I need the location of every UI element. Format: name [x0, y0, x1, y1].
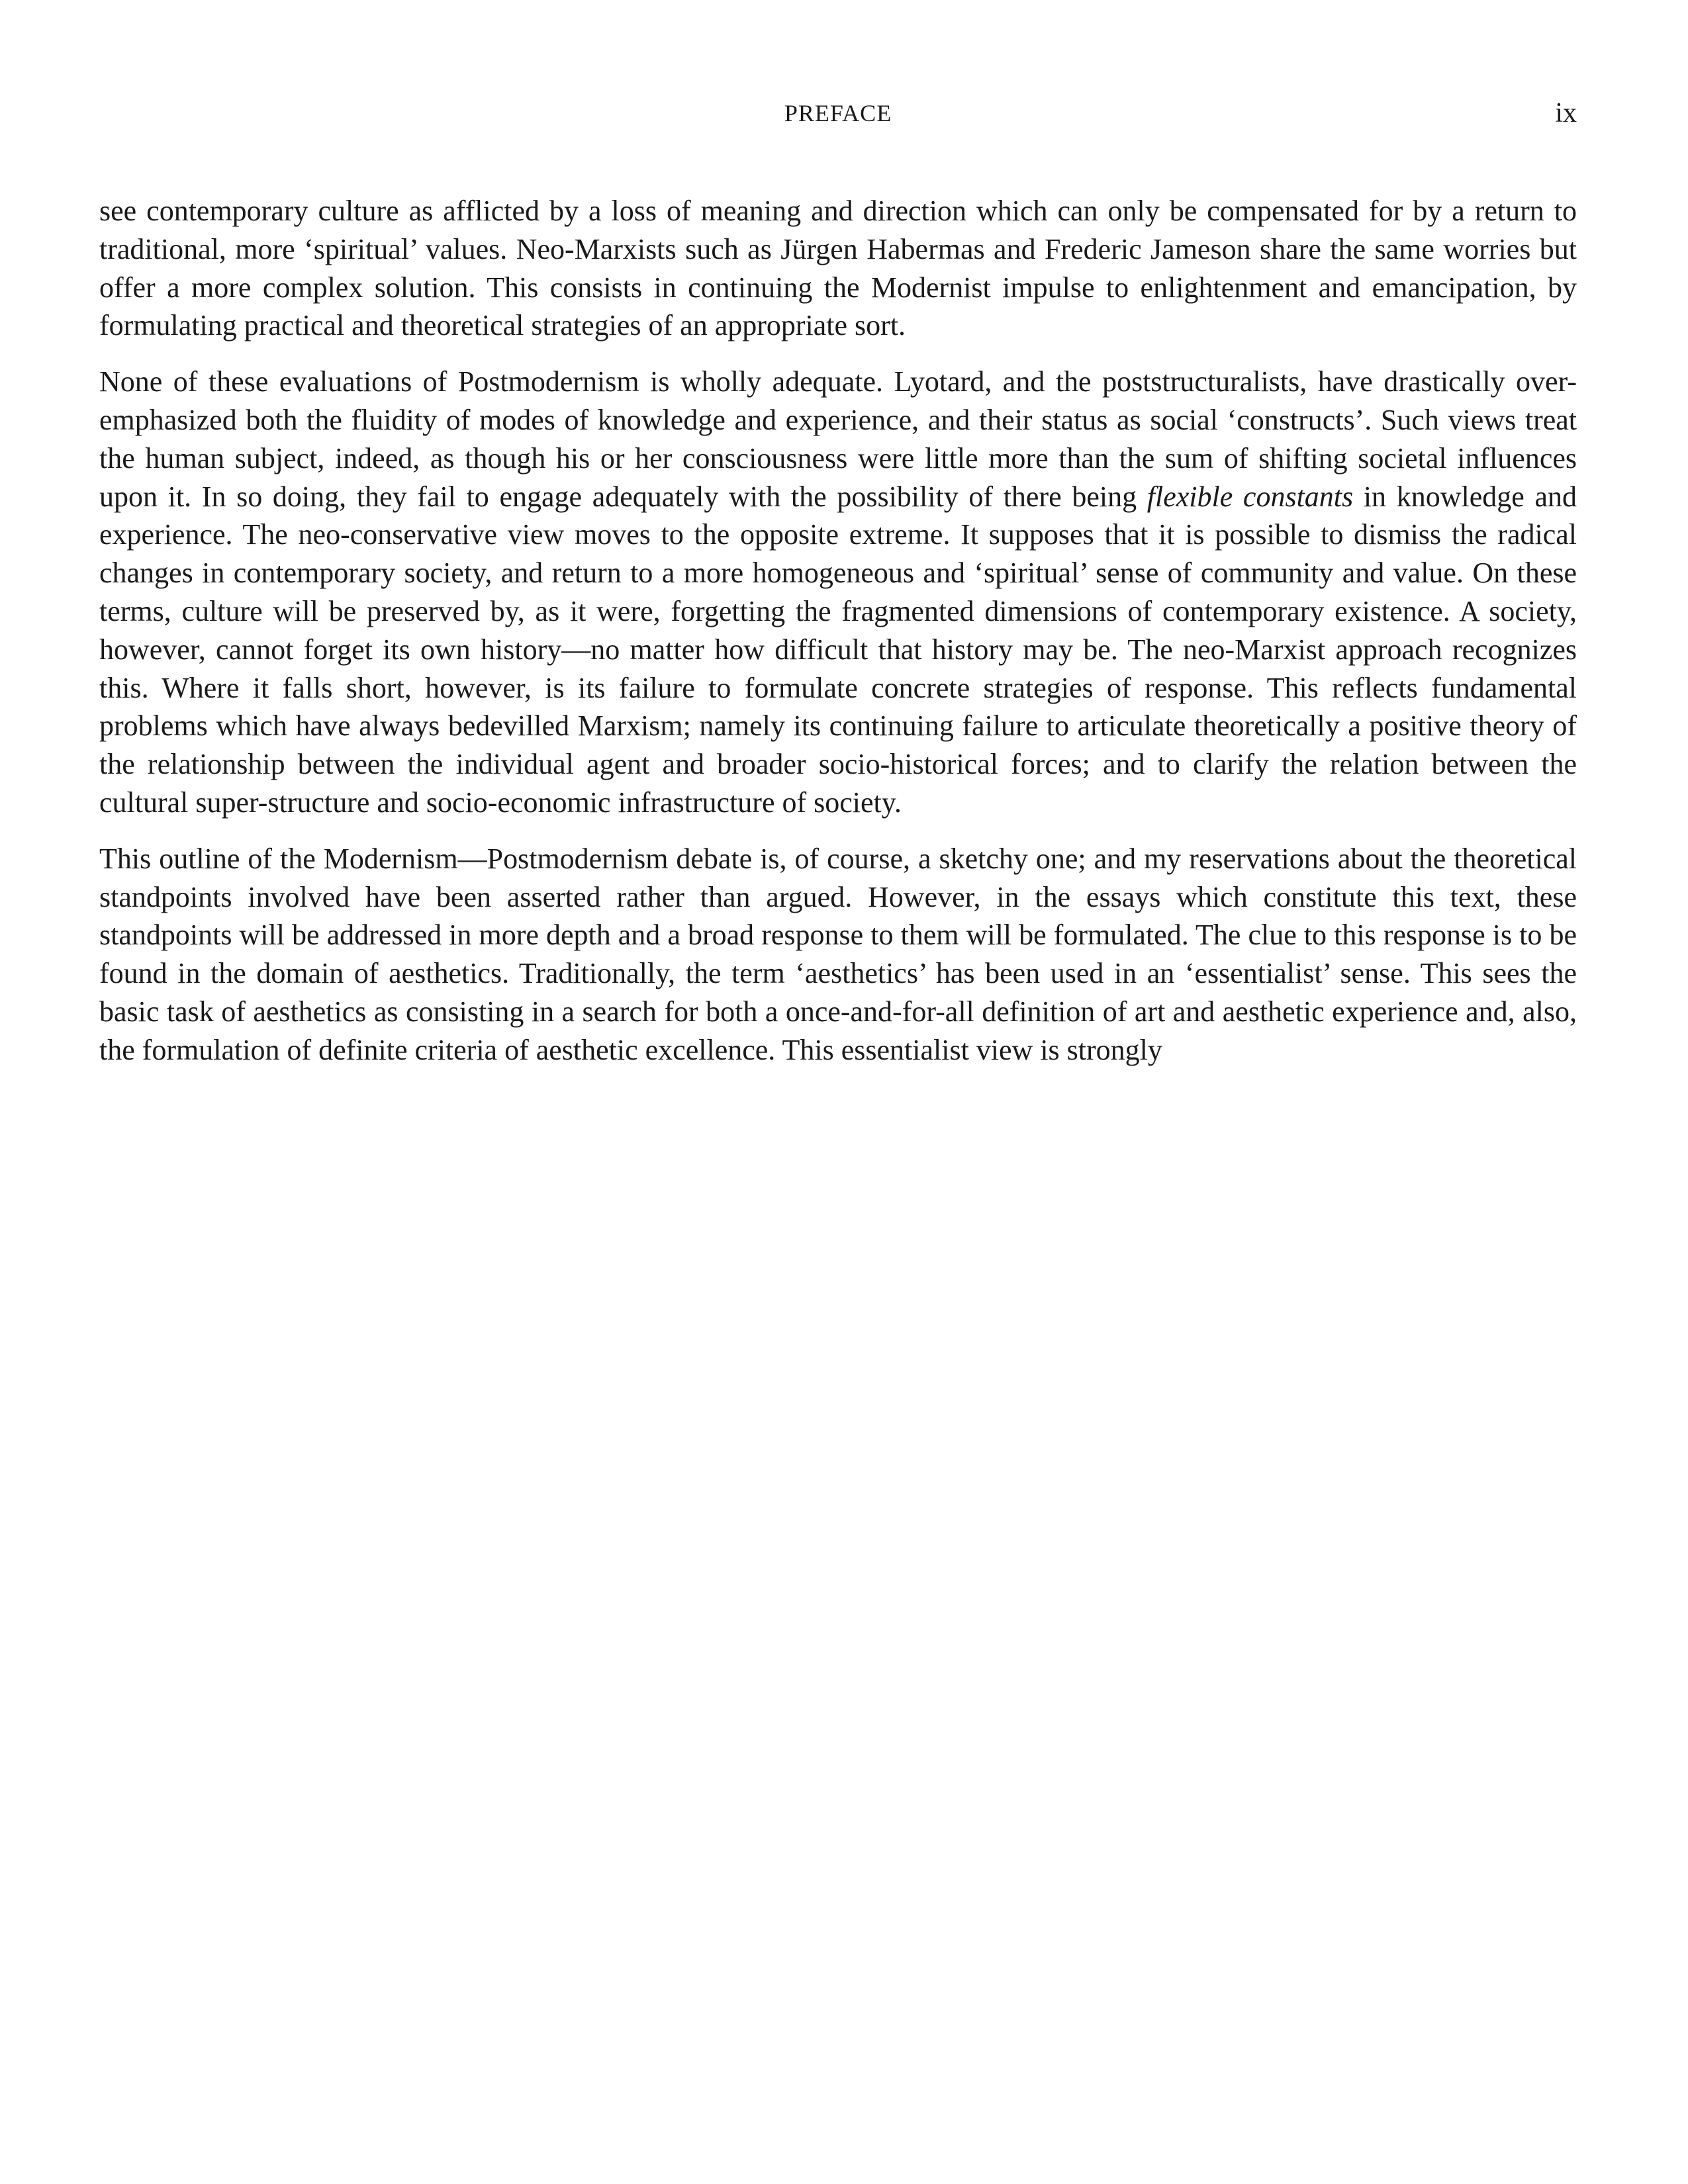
body-text: [99, 192, 1577, 1087]
paragraph-2: [99, 363, 1577, 822]
page-number: ix: [1555, 98, 1577, 128]
document-page: [99, 0, 1577, 2184]
paragraph-2-text-before: None of these evaluations of Postmodernism is wholly adequate. Lyotard, and the poststructuralists, have drastically over-emphasized both the fluidity of modes of knowledge and experience, and their status as social ‘constructs’. Such views treat the human subject, indeed, as though his or her consciousness were little more than the sum of shifting societal influences upon it. In so doing, they fail to engage adequately with the possibility of there being: [99, 365, 1577, 513]
paragraph-1: see contemporary culture as afflicted by a loss of meaning and direction which can only be compensated for by a return to traditional, more ‘spiritual’ values. Neo-Marxists such as Jürgen Habermas and Frederic Jameson share the same worries but offer a more complex solution. This consists in continuing the Modernist impulse to enlightenment and emancipation, by formulating practical and theoretical strategies of an appropriate sort.: [99, 195, 1577, 342]
paragraph-2-emphasis: flexible constants: [1147, 480, 1354, 513]
paragraph-3: This outline of the Modernism—Postmodernism debate is, of course, a sketchy one; and my reservations about the theoretical standpoints involved have been asserted rather than argued. However, in the essays which constitute this text, these standpoints will be addressed in more depth and a broad response to them will be formulated. The clue to this response is to be found in the domain of aesthetics. Traditionally, the term ‘aesthetics’ has been used in an ‘essentialist’ sense. This sees the basic task of aesthetics as consisting in a search for both a once-and-for-all definition of art and aesthetic experience and, also, the formulation of definite criteria of aesthetic excellence. This essentialist view is strongly: [99, 842, 1577, 1066]
running-title: PREFACE: [784, 100, 892, 126]
paragraph-2-text-after: in knowledge and experience. The neo-conservative view moves to the opposite extreme. It supposes that it is possible to dismiss the radical changes in contemporary society, and return to a more homogeneous and ‘spiritual’ sense of community and value. On these terms, culture will be preserved by, as it were, forgetting the fragmented dimensions of contemporary existence. A society, however, cannot forget its own history—no matter how difficult that history may be. The neo-Marxist approach recognizes this. Where it falls short, however, is its failure to formulate concrete strategies of response. This reflects fundamental problems which have always bedevilled Marxism; namely its continuing failure to articulate theoretically a positive theory of the relationship between the individual agent and broader socio-historical forces; and to clarify the relation between the cultural super-structure and socio-economic infrastructure of society.: [99, 480, 1577, 819]
running-header: [99, 97, 1577, 130]
